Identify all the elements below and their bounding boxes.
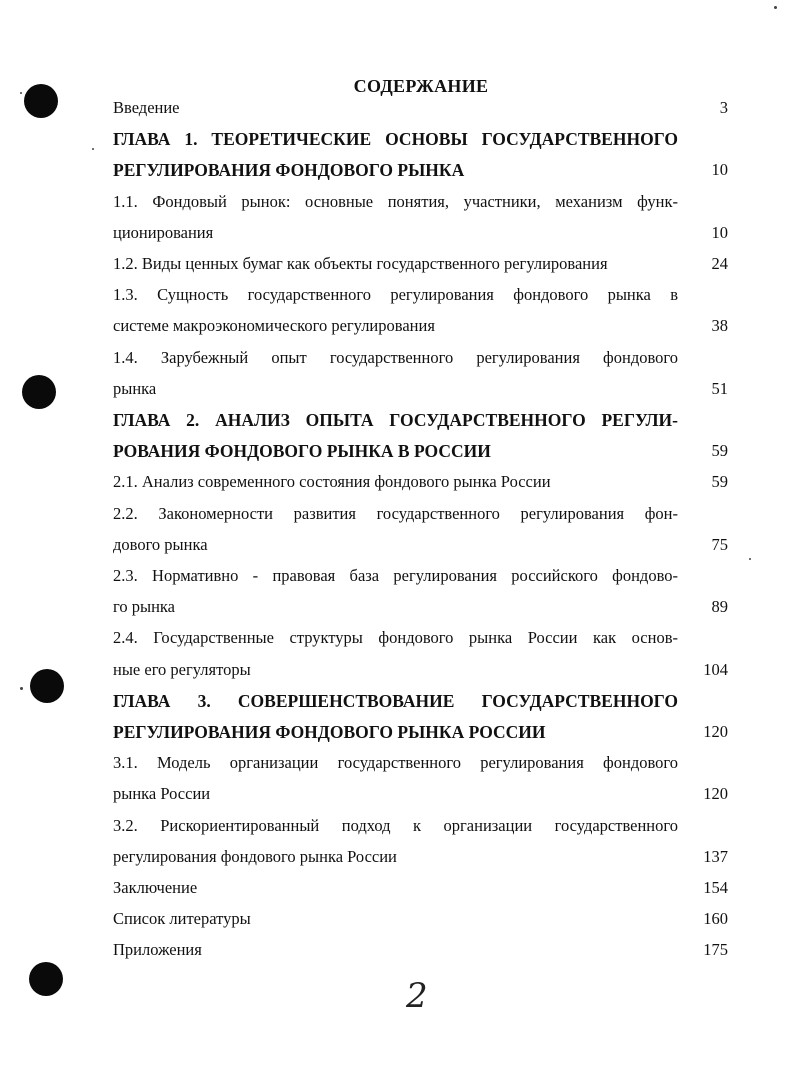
toc-entry-line: 1.4. Зарубежный опыт государственного регулирования фондового <box>113 347 678 367</box>
toc-page-number: 89 <box>711 597 728 617</box>
toc-entry-line: регулирования фондового рынка России <box>113 846 397 866</box>
toc-page-number: 3 <box>719 98 728 117</box>
toc-page-number: 10 <box>711 160 728 180</box>
toc-entry-line: Заключение <box>113 878 198 897</box>
toc-entry-line: ные его регуляторы <box>113 659 251 679</box>
toc-entry-line: 2.1. Анализ современного состояния фондового рынка России <box>113 472 551 492</box>
toc-page-number: 175 <box>703 940 728 960</box>
toc-page-number: 75 <box>711 534 728 554</box>
toc-entry-line: Список литературы <box>113 909 251 929</box>
toc-page-number: 160 <box>703 909 728 929</box>
toc-page-number: 24 <box>711 254 728 273</box>
toc-page-number: 137 <box>703 846 728 866</box>
toc-page-number: 51 <box>711 378 728 398</box>
toc-entry-line: рынка России <box>113 784 211 804</box>
toc-entry-line: 3.2. Рискориентированный подход к организации государственного <box>113 815 678 835</box>
toc-entry-line: системе макроэкономического регулирования <box>113 316 435 336</box>
toc-page-number: 59 <box>711 472 728 492</box>
toc-entry-line: ционирования <box>113 222 214 242</box>
toc-chapter-line: РЕГУЛИРОВАНИЯ ФОНДОВОГО РЫНКА РОССИИ <box>113 722 546 742</box>
scan-speck <box>774 6 777 9</box>
scan-speck <box>20 687 23 690</box>
toc-entry-line: 2.2. Закономерности развития государственного регулирования фон- <box>113 503 678 523</box>
toc-entry-line: го рынка <box>113 597 175 617</box>
toc-entry-line: 3.1. Модель организации государственного регулирования фондового <box>113 753 678 773</box>
toc-page-number: 120 <box>703 784 728 804</box>
toc-chapter-line: РЕГУЛИРОВАНИЯ ФОНДОВОГО РЫНКА <box>113 160 465 181</box>
toc-entry-line: 2.4. Государственные структуры фондового рынка России как основ- <box>113 628 678 648</box>
toc-page-number: 104 <box>703 659 728 679</box>
binder-hole-lower-middle <box>30 669 64 703</box>
toc-page-number: 59 <box>711 441 728 461</box>
binder-hole-upper-middle <box>22 375 56 409</box>
toc-chapter-line: ГЛАВА 2. АНАЛИЗ ОПЫТА ГОСУДАРСТВЕННОГО РЕГУЛИ- <box>113 410 678 430</box>
toc-entry-line: Приложения <box>113 940 202 960</box>
toc-entry-line: дового рынка <box>113 534 208 554</box>
toc-entry-line: рынка <box>113 378 157 398</box>
toc-entry-line: 2.3. Нормативно - правовая база регулирования российского фондово- <box>113 566 678 585</box>
toc-entry-line: 1.2. Виды ценных бумаг как объекты государственного регулирования <box>113 254 608 273</box>
scan-speck <box>92 148 94 150</box>
binder-hole-bottom <box>29 962 63 996</box>
toc-chapter-line: ГЛАВА 3. СОВЕРШЕНСТВОВАНИЕ ГОСУДАРСТВЕННОГО <box>113 690 678 711</box>
toc-title: СОДЕРЖАНИЕ <box>353 76 489 96</box>
toc-entry-line: 1.3. Сущность государственного регулирования фондового рынка в <box>113 285 678 305</box>
toc-page-number: 120 <box>703 722 728 741</box>
toc-entry-line: 1.1. Фондовый рынок: основные понятия, участники, механизм функ- <box>113 191 678 211</box>
toc-entry-line: Введение <box>113 98 180 117</box>
toc-page-number: 10 <box>711 222 728 242</box>
toc-chapter-line: РОВАНИЯ ФОНДОВОГО РЫНКА В РОССИИ <box>113 441 491 462</box>
toc-page-number: 154 <box>703 878 728 897</box>
scan-speck <box>749 558 751 560</box>
toc-page-number: 38 <box>711 316 728 336</box>
toc-chapter-line: ГЛАВА 1. ТЕОРЕТИЧЕСКИЕ ОСНОВЫ ГОСУДАРСТВЕННОГО <box>113 129 678 150</box>
handwritten-page-number: 2 <box>406 976 428 1016</box>
